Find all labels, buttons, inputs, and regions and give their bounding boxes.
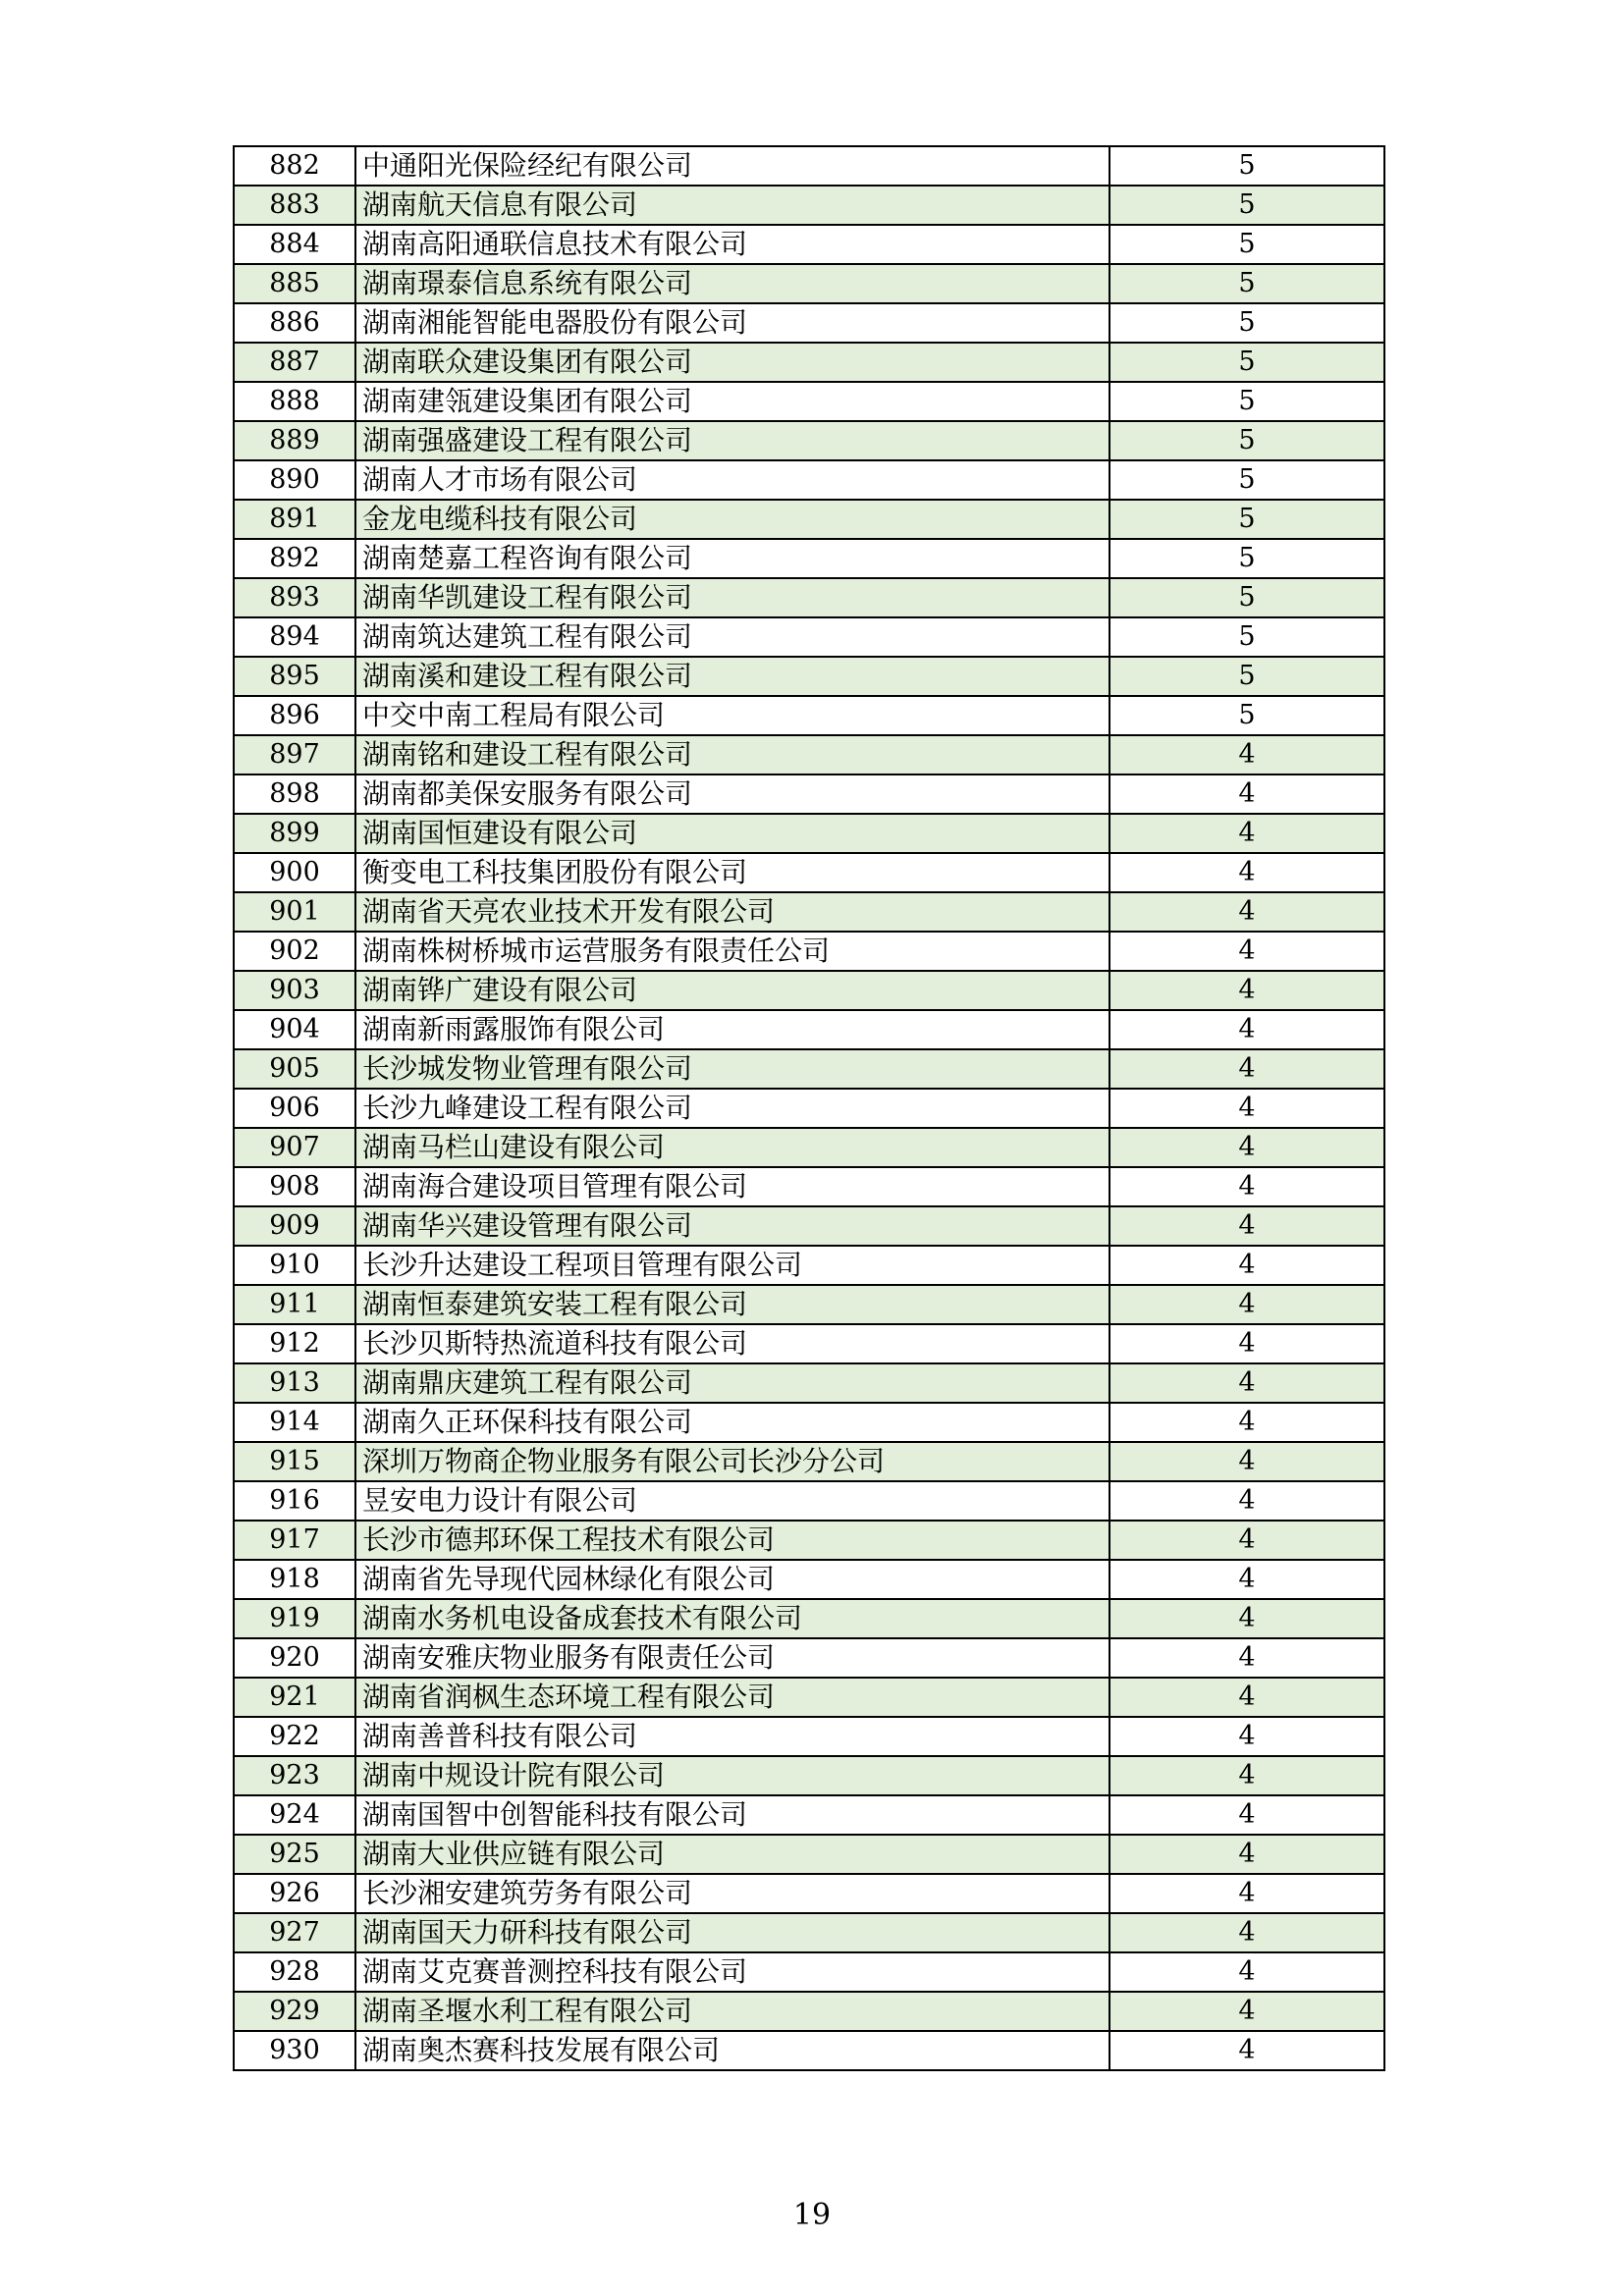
row-number: 925 — [234, 1835, 355, 1874]
company-name: 湖南省润枫生态环境工程有限公司 — [355, 1678, 1110, 1717]
table-row — [234, 853, 1384, 892]
company-name: 长沙升达建设工程项目管理有限公司 — [355, 1246, 1110, 1285]
table-row — [234, 1481, 1384, 1521]
row-number: 926 — [234, 1874, 355, 1913]
company-name: 湖南马栏山建设有限公司 — [355, 1128, 1110, 1167]
row-value: 4 — [1110, 1363, 1384, 1403]
row-value: 4 — [1110, 1717, 1384, 1756]
company-name: 湖南建瓴建设集团有限公司 — [355, 382, 1110, 421]
company-table-body — [234, 146, 1384, 2070]
row-number: 884 — [234, 225, 355, 264]
company-name: 昱安电力设计有限公司 — [355, 1481, 1110, 1521]
table-row — [234, 657, 1384, 696]
company-name: 湖南璟泰信息系统有限公司 — [355, 264, 1110, 303]
table-row — [234, 774, 1384, 814]
company-name: 长沙城发物业管理有限公司 — [355, 1049, 1110, 1089]
company-name: 长沙湘安建筑劳务有限公司 — [355, 1874, 1110, 1913]
company-name: 湖南株树桥城市运营服务有限责任公司 — [355, 932, 1110, 971]
company-name: 湖南大业供应链有限公司 — [355, 1835, 1110, 1874]
table-row — [234, 1285, 1384, 1324]
row-number: 893 — [234, 578, 355, 617]
company-name: 深圳万物商企物业服务有限公司长沙分公司 — [355, 1442, 1110, 1481]
table-row — [234, 1167, 1384, 1206]
table-row — [234, 696, 1384, 735]
row-value: 4 — [1110, 1481, 1384, 1521]
company-name: 长沙九峰建设工程有限公司 — [355, 1089, 1110, 1128]
company-name: 湖南海合建设项目管理有限公司 — [355, 1167, 1110, 1206]
row-number: 903 — [234, 971, 355, 1010]
table-row — [234, 146, 1384, 186]
row-value: 4 — [1110, 1285, 1384, 1324]
row-value: 5 — [1110, 421, 1384, 460]
company-name: 衡变电工科技集团股份有限公司 — [355, 853, 1110, 892]
row-number: 901 — [234, 892, 355, 932]
row-value: 4 — [1110, 1952, 1384, 1992]
row-value: 4 — [1110, 1678, 1384, 1717]
table-row — [234, 460, 1384, 500]
company-name: 中通阳光保险经纪有限公司 — [355, 146, 1110, 186]
company-table — [233, 145, 1385, 2071]
table-row — [234, 1442, 1384, 1481]
table-row — [234, 1717, 1384, 1756]
table-row — [234, 303, 1384, 343]
company-name: 湖南久正环保科技有限公司 — [355, 1403, 1110, 1442]
row-value: 4 — [1110, 1992, 1384, 2031]
company-name: 湖南铭和建设工程有限公司 — [355, 735, 1110, 774]
row-number: 909 — [234, 1206, 355, 1246]
row-number: 906 — [234, 1089, 355, 1128]
row-number: 885 — [234, 264, 355, 303]
row-number: 886 — [234, 303, 355, 343]
table-row — [234, 1363, 1384, 1403]
row-value: 4 — [1110, 1521, 1384, 1560]
table-row — [234, 1874, 1384, 1913]
row-number: 912 — [234, 1324, 355, 1363]
row-value: 5 — [1110, 460, 1384, 500]
row-value: 4 — [1110, 1167, 1384, 1206]
table-row — [234, 1835, 1384, 1874]
company-name: 湖南华兴建设管理有限公司 — [355, 1206, 1110, 1246]
table-row — [234, 1128, 1384, 1167]
table-row — [234, 1599, 1384, 1638]
row-value: 4 — [1110, 971, 1384, 1010]
row-number: 929 — [234, 1992, 355, 2031]
row-value: 4 — [1110, 1560, 1384, 1599]
row-value: 4 — [1110, 1324, 1384, 1363]
company-name: 湖南圣堰水利工程有限公司 — [355, 1992, 1110, 2031]
row-number: 922 — [234, 1717, 355, 1756]
row-number: 930 — [234, 2031, 355, 2070]
row-number: 910 — [234, 1246, 355, 1285]
company-name: 湖南高阳通联信息技术有限公司 — [355, 225, 1110, 264]
company-name: 湖南楚嘉工程咨询有限公司 — [355, 539, 1110, 578]
table-row — [234, 1913, 1384, 1952]
company-name: 湖南铧广建设有限公司 — [355, 971, 1110, 1010]
row-value: 4 — [1110, 1049, 1384, 1089]
table-row — [234, 1324, 1384, 1363]
table-row — [234, 186, 1384, 225]
row-value: 4 — [1110, 1638, 1384, 1678]
row-number: 887 — [234, 343, 355, 382]
table-row — [234, 539, 1384, 578]
table-row — [234, 1560, 1384, 1599]
row-value: 4 — [1110, 1206, 1384, 1246]
row-value: 4 — [1110, 1756, 1384, 1795]
row-value: 4 — [1110, 2031, 1384, 2070]
row-value: 5 — [1110, 146, 1384, 186]
row-number: 892 — [234, 539, 355, 578]
table-row — [234, 1521, 1384, 1560]
row-value: 4 — [1110, 932, 1384, 971]
company-table-container — [233, 145, 1383, 2071]
table-row — [234, 932, 1384, 971]
row-number: 890 — [234, 460, 355, 500]
table-row — [234, 1246, 1384, 1285]
row-number: 923 — [234, 1756, 355, 1795]
row-value: 4 — [1110, 1089, 1384, 1128]
row-number: 904 — [234, 1010, 355, 1049]
table-row — [234, 892, 1384, 932]
table-row — [234, 971, 1384, 1010]
table-row — [234, 382, 1384, 421]
row-number: 911 — [234, 1285, 355, 1324]
table-row — [234, 1678, 1384, 1717]
row-number: 915 — [234, 1442, 355, 1481]
table-row — [234, 2031, 1384, 2070]
company-name: 中交中南工程局有限公司 — [355, 696, 1110, 735]
row-number: 924 — [234, 1795, 355, 1835]
table-row — [234, 264, 1384, 303]
row-number: 894 — [234, 617, 355, 657]
row-number: 897 — [234, 735, 355, 774]
company-name: 湖南国恒建设有限公司 — [355, 814, 1110, 853]
row-value: 4 — [1110, 853, 1384, 892]
company-name: 长沙市德邦环保工程技术有限公司 — [355, 1521, 1110, 1560]
row-number: 917 — [234, 1521, 355, 1560]
table-row — [234, 1795, 1384, 1835]
row-value: 4 — [1110, 1403, 1384, 1442]
row-value: 5 — [1110, 696, 1384, 735]
row-number: 895 — [234, 657, 355, 696]
row-value: 4 — [1110, 1246, 1384, 1285]
company-name: 湖南省先导现代园林绿化有限公司 — [355, 1560, 1110, 1599]
row-value: 4 — [1110, 774, 1384, 814]
company-name: 湖南都美保安服务有限公司 — [355, 774, 1110, 814]
company-name: 湖南强盛建设工程有限公司 — [355, 421, 1110, 460]
row-value: 5 — [1110, 617, 1384, 657]
table-row — [234, 1206, 1384, 1246]
company-name: 湖南中规设计院有限公司 — [355, 1756, 1110, 1795]
row-value: 5 — [1110, 186, 1384, 225]
row-number: 888 — [234, 382, 355, 421]
company-name: 湖南国天力研科技有限公司 — [355, 1913, 1110, 1952]
row-number: 902 — [234, 932, 355, 971]
company-name: 湖南筑达建筑工程有限公司 — [355, 617, 1110, 657]
row-number: 927 — [234, 1913, 355, 1952]
row-value: 4 — [1110, 1442, 1384, 1481]
row-value: 5 — [1110, 303, 1384, 343]
company-name: 湖南溪和建设工程有限公司 — [355, 657, 1110, 696]
row-number: 928 — [234, 1952, 355, 1992]
company-name: 湖南艾克赛普测控科技有限公司 — [355, 1952, 1110, 1992]
row-value: 4 — [1110, 1010, 1384, 1049]
row-value: 5 — [1110, 382, 1384, 421]
row-number: 882 — [234, 146, 355, 186]
company-name: 湖南奥杰赛科技发展有限公司 — [355, 2031, 1110, 2070]
company-name: 湖南湘能智能电器股份有限公司 — [355, 303, 1110, 343]
table-row — [234, 421, 1384, 460]
company-name: 湖南恒泰建筑安装工程有限公司 — [355, 1285, 1110, 1324]
table-row — [234, 1010, 1384, 1049]
row-number: 914 — [234, 1403, 355, 1442]
table-row — [234, 617, 1384, 657]
row-number: 900 — [234, 853, 355, 892]
table-row — [234, 578, 1384, 617]
row-number: 921 — [234, 1678, 355, 1717]
company-name: 湖南鼎庆建筑工程有限公司 — [355, 1363, 1110, 1403]
row-value: 5 — [1110, 264, 1384, 303]
table-row — [234, 225, 1384, 264]
table-row — [234, 500, 1384, 539]
row-number: 918 — [234, 1560, 355, 1599]
row-number: 919 — [234, 1599, 355, 1638]
page-number: 19 — [792, 2198, 832, 2232]
company-name: 湖南省天亮农业技术开发有限公司 — [355, 892, 1110, 932]
company-name: 湖南航天信息有限公司 — [355, 186, 1110, 225]
table-row — [234, 1756, 1384, 1795]
row-number: 916 — [234, 1481, 355, 1521]
table-row — [234, 814, 1384, 853]
row-number: 899 — [234, 814, 355, 853]
row-value: 5 — [1110, 657, 1384, 696]
table-row — [234, 1089, 1384, 1128]
table-row — [234, 1403, 1384, 1442]
row-value: 4 — [1110, 1835, 1384, 1874]
row-value: 5 — [1110, 500, 1384, 539]
row-value: 4 — [1110, 1128, 1384, 1167]
company-name: 长沙贝斯特热流道科技有限公司 — [355, 1324, 1110, 1363]
company-name: 湖南华凯建设工程有限公司 — [355, 578, 1110, 617]
row-value: 4 — [1110, 1874, 1384, 1913]
row-number: 913 — [234, 1363, 355, 1403]
row-value: 4 — [1110, 1795, 1384, 1835]
company-name: 湖南水务机电设备成套技术有限公司 — [355, 1599, 1110, 1638]
table-row — [234, 1638, 1384, 1678]
row-number: 905 — [234, 1049, 355, 1089]
table-row — [234, 1992, 1384, 2031]
row-number: 896 — [234, 696, 355, 735]
row-number: 920 — [234, 1638, 355, 1678]
row-value: 4 — [1110, 814, 1384, 853]
company-name: 湖南联众建设集团有限公司 — [355, 343, 1110, 382]
table-row — [234, 343, 1384, 382]
row-number: 898 — [234, 774, 355, 814]
table-row — [234, 1952, 1384, 1992]
row-value: 5 — [1110, 343, 1384, 382]
company-name: 金龙电缆科技有限公司 — [355, 500, 1110, 539]
row-number: 889 — [234, 421, 355, 460]
row-number: 908 — [234, 1167, 355, 1206]
row-value: 4 — [1110, 1599, 1384, 1638]
company-name: 湖南国智中创智能科技有限公司 — [355, 1795, 1110, 1835]
company-name: 湖南新雨露服饰有限公司 — [355, 1010, 1110, 1049]
company-name: 湖南善普科技有限公司 — [355, 1717, 1110, 1756]
row-number: 891 — [234, 500, 355, 539]
row-value: 5 — [1110, 578, 1384, 617]
row-value: 5 — [1110, 539, 1384, 578]
row-value: 4 — [1110, 892, 1384, 932]
table-row — [234, 1049, 1384, 1089]
row-value: 4 — [1110, 1913, 1384, 1952]
row-value: 5 — [1110, 225, 1384, 264]
row-number: 883 — [234, 186, 355, 225]
company-name: 湖南安雅庆物业服务有限责任公司 — [355, 1638, 1110, 1678]
company-name: 湖南人才市场有限公司 — [355, 460, 1110, 500]
row-value: 4 — [1110, 735, 1384, 774]
table-row — [234, 735, 1384, 774]
row-number: 907 — [234, 1128, 355, 1167]
